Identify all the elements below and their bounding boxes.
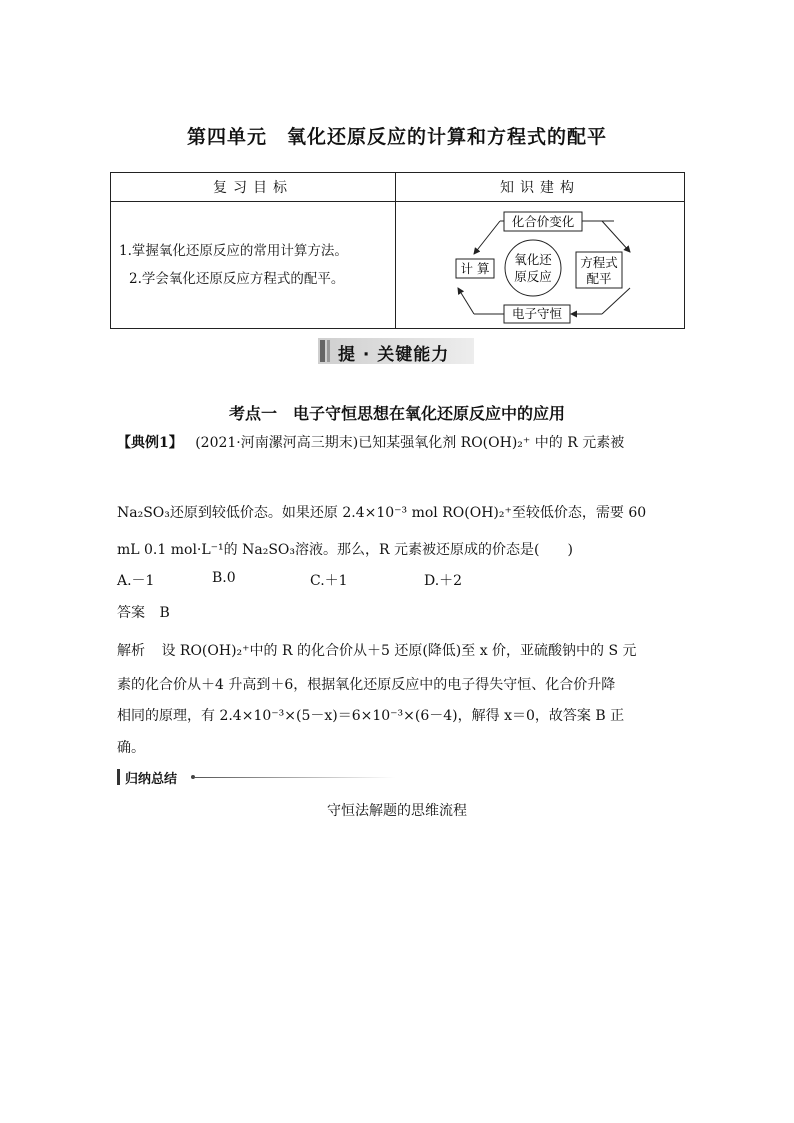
flow-title: 守恒法解题的思维流程 — [327, 803, 467, 819]
goals-cell — [111, 202, 396, 329]
node-redox-line1: 氧化还 — [514, 252, 552, 267]
option-c: C.＋1 — [310, 573, 348, 589]
node-calculation — [456, 259, 494, 278]
node-equation-line1: 方程式 — [580, 255, 618, 270]
goal-item: 2.学会氧化还原反应方程式的配平。 — [129, 271, 345, 287]
node-electron-text: 电子守恒 — [511, 306, 563, 321]
review-table — [110, 172, 685, 329]
summary-divider — [195, 777, 395, 778]
example-source: (2021·河南漯河高三期末) — [195, 435, 359, 451]
option-a: A.－1 — [117, 573, 155, 589]
analysis-label: 解析 — [117, 643, 145, 659]
analysis-text-1: 设 RO(OH)₂⁺中的 R 的化合价从＋5 还原(降低)至 x 价，亚硫酸钠中的 S 元 — [161, 643, 637, 659]
knowledge-diagram-cell — [396, 202, 685, 329]
example-text-3: mL 0.1 mol·L⁻¹的 Na₂SO₃溶液。那么，R 元素被还原成的价态是( ) — [117, 542, 573, 558]
knowledge-diagram — [396, 202, 684, 328]
section-banner-text: 提 · 关键能力 — [338, 345, 450, 365]
summary-header — [117, 768, 677, 786]
answer-value: B — [159, 605, 170, 621]
node-equation-balancing — [576, 252, 622, 288]
answer-line — [117, 602, 170, 622]
analysis-text-2: 素的化合价从＋4 升高到＋6，根据氧化还原反应中的电子得失守恒、化合价升降 — [117, 677, 616, 693]
goal-item: 1.掌握氧化还原反应的常用计算方法。 — [119, 243, 348, 259]
example-line-1 — [117, 432, 624, 452]
node-valence-change — [504, 212, 582, 231]
option-d: D.＋2 — [424, 573, 463, 589]
header-knowledge-structure: 知识建构 — [396, 173, 685, 202]
node-equation-line2: 配平 — [586, 271, 612, 286]
section-banner — [318, 338, 474, 364]
section-title: 考点一 电子守恒思想在氧化还原反应中的应用 — [228, 404, 565, 423]
node-electron-conservation — [504, 305, 570, 323]
analysis-line-1 — [117, 640, 637, 660]
analysis-text-3: 相同的原理，有 2.4×10⁻³×(5－x)＝6×10⁻³×(6－4)，解得 x＝0，故答案 B 正 — [117, 708, 625, 724]
header-review-goals: 复习目标 — [111, 173, 396, 202]
summary-label: 归纳总结 — [125, 772, 178, 787]
option-b: B.0 — [212, 570, 236, 586]
node-redox-reaction — [505, 240, 561, 296]
example-text-1: 已知某强氧化剂 RO(OH)₂⁺ 中的 R 元素被 — [358, 435, 625, 451]
example-text-2: Na₂SO₃还原到较低价态。如果还原 2.4×10⁻³ mol RO(OH)₂⁺至较低价态，需要 60 — [117, 505, 647, 521]
node-redox-line2: 原反应 — [514, 269, 552, 284]
node-calculation-text: 计 算 — [460, 261, 490, 276]
answer-label: 答案 — [117, 605, 145, 621]
analysis-text-4: 确。 — [117, 740, 145, 756]
example-label: 【典例1】 — [117, 435, 183, 451]
node-valence-change-text: 化合价变化 — [511, 214, 575, 229]
page-title: 第四单元 氧化还原反应的计算和方程式的配平 — [186, 126, 607, 148]
